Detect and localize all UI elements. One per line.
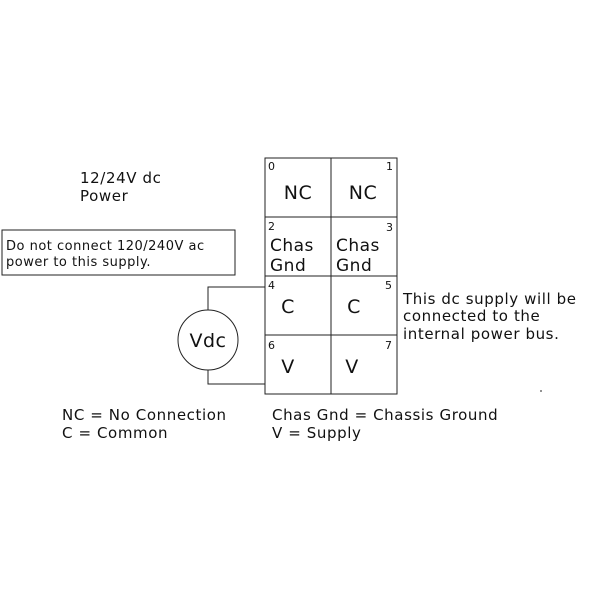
terminal-number: 0 [268, 160, 275, 173]
dc-source [178, 287, 265, 384]
terminal-label: V [281, 356, 295, 378]
stray-dot [540, 390, 542, 392]
terminal-5 [347, 279, 392, 318]
legend-chas: Chas Gnd = Chassis Ground [272, 406, 499, 424]
terminal-2 [268, 220, 314, 276]
warning-line2: power to this supply. [6, 255, 151, 270]
terminal-6 [268, 339, 295, 378]
warning-line1: Do not connect 120/240V ac [6, 239, 205, 254]
terminal-label: V [345, 356, 359, 378]
wire-to-common [208, 287, 265, 310]
terminal-number: 7 [385, 339, 392, 352]
legend-c: C = Common [62, 424, 169, 442]
terminal-number: 2 [268, 220, 275, 233]
terminal-1 [349, 160, 393, 204]
power-label-line2: Power [80, 187, 129, 205]
dc-source-label: Vdc [189, 330, 227, 352]
terminal-4 [268, 279, 295, 318]
terminal-0 [268, 160, 312, 204]
terminal-number: 6 [268, 339, 275, 352]
bus-note-line2: connected to the [403, 307, 541, 325]
terminal-3 [336, 221, 393, 276]
terminal-number: 3 [386, 221, 393, 234]
legend-nc: NC = No Connection [62, 406, 227, 424]
bus-note-line3: internal power bus. [403, 325, 560, 343]
terminal-label-line2: Gnd [336, 256, 373, 276]
terminal-number: 1 [386, 160, 393, 173]
terminal-label: Chas [270, 236, 314, 256]
terminal-label: C [281, 296, 295, 318]
bus-note-line1: This dc supply will be [403, 290, 577, 308]
terminal-label-line2: Gnd [270, 256, 307, 276]
terminal-number: 5 [385, 279, 392, 292]
terminal-number: 4 [268, 279, 275, 292]
terminal-label: NC [283, 182, 313, 204]
terminal-label: NC [348, 182, 378, 204]
wire-to-supply [208, 370, 265, 384]
power-label-line1: 12/24V dc [80, 169, 162, 187]
terminal-label: C [347, 296, 361, 318]
terminal-7 [345, 339, 392, 378]
legend-v: V = Supply [272, 424, 362, 442]
terminal-label: Chas [336, 236, 380, 256]
